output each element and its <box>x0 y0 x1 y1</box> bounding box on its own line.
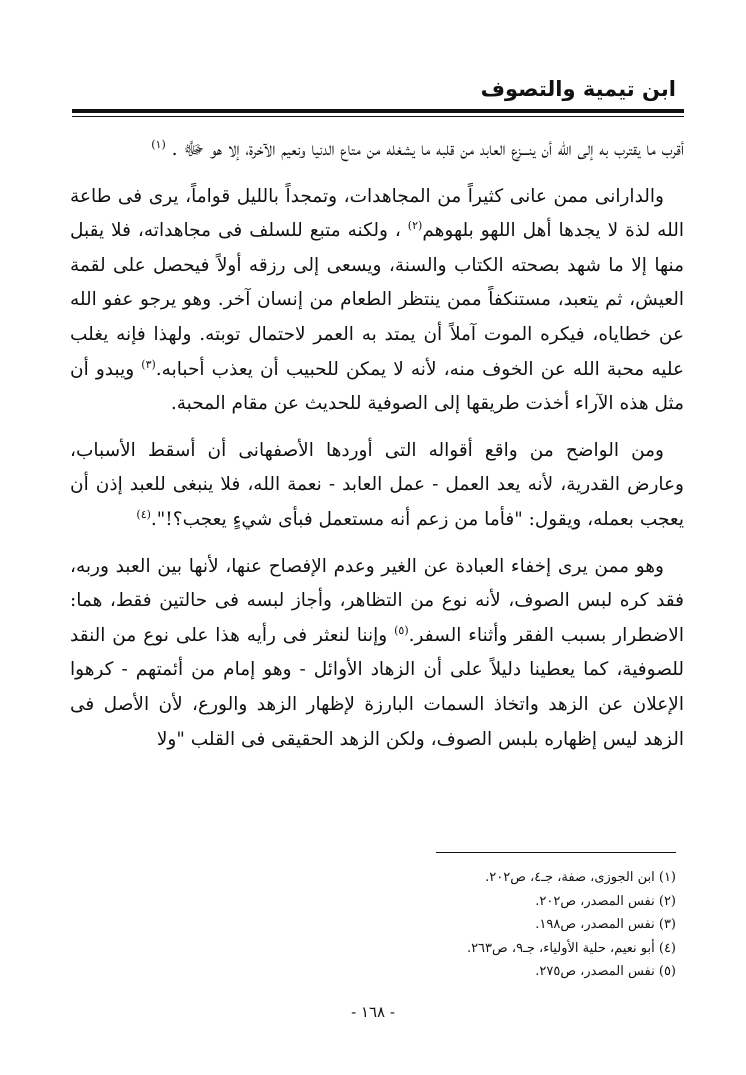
paragraph-4-text-b: وإننا لنعثر فى رأيه هذا على نوع من النقد للصوفية، كما يعطينا دليلاً على أن الزهاد الأوائل - وهو إمام من أئمتهم - كرهوا الإعلان عن الزهد واتخاذ السمات البارزة لإظهار الزهد والورع، لأن الأصل فى الزهد ليس إظهاره بلبس الصوف، ولكن الزهد الحقيقى فى القلب "ولا <box>70 624 684 750</box>
footnote-rule <box>436 852 676 853</box>
footnote-item: (٣) نفس المصدر، ص١٩٨. <box>535 917 676 932</box>
footnotes-list <box>276 866 676 984</box>
paragraph-2-text-c: ويبدو أن مثل هذه الآراء أخذت طريقها إلى الصوفية للحديث عن مقام المحبة. <box>70 358 684 415</box>
footnote-item: (٥) نفس المصدر، ص٢٧٥. <box>535 964 676 979</box>
footnote-item: (٢) نفس المصدر، ص٢٠٢. <box>535 893 676 909</box>
paragraph-3 <box>70 434 684 538</box>
footnote-ref-1: (١) <box>151 137 166 151</box>
footnote-item: (٤) أبو نعيم، حلية الأولياء، جـ٩، ص٢٦٣. <box>466 940 676 956</box>
paragraph-1-text: أقرب ما يقترب به إلى الله أن ينـــزع العابد من قلبه ما يشغله من متاع الدنيا ونعيم الآخرة، إلا هو ﷻ . <box>171 139 684 160</box>
footnote-item: (١) ابن الجوزى، صفة، جـ٤، ص٢٠٢. <box>485 870 676 885</box>
header-rule-thin <box>72 116 684 117</box>
paragraph-2-text-b: ، ولكنه متبع للسلف فى مجاهداته، فلا يقبل منها إلا ما شهد بصحته الكتاب والسنة، ويسعى إلى رزقه أولاً فيحصل على لقمة العيش، ثم يتعبد، مستنكفاً ممن ينتظر الطعام من إنسان آخر. وهو يرجو عفو الله عن خطاياه، فيكره الموت آملاً أن يمتد به العمر لاحتمال توبته. ولهذا فإنه يغلب عليه محبة الله عن الخوف منه، لأنه لا يمكن للحبيب أن يعذب أحبابه. <box>70 220 684 380</box>
paragraph-4 <box>70 550 684 758</box>
footnote-ref-5: (٥) <box>394 623 409 637</box>
paragraph-4-text-a: وهو ممن يرى إخفاء العبادة عن الغير وعدم الإفصاح عنها، لأنها بين العبد وربه، فقد كره لبس الصوف، لأنه نوع من التظاهر، وأجاز لبسه فى حالتين فقط، هما: الاضطرار بسبب الفقر وأثناء السفر. <box>70 555 684 646</box>
page-number: - ١٦٨ - <box>351 1003 395 1021</box>
paragraph-2 <box>70 180 684 422</box>
body-text <box>70 133 684 757</box>
running-header: ابن تيمية والتصوف <box>480 77 676 101</box>
paragraph-3-text: ومن الواضح من واقع أقواله التى أوردها الأصفهانى أن أسقط الأسباب، وعارض القدرية، لأنه يعد العمل - عمل العابد - نعمة الله، فلا ينبغى للعبد إذن أن يعجب بعمله، ويقول: "فأما من زعم أنه مستعمل فبأى شيءٍ يعجب؟!". <box>70 439 684 530</box>
footnote-ref-4: (٤) <box>136 507 151 521</box>
paragraph-2-text-a: والدارانى ممن عانى كثيراً من المجاهدات، وتمجداً بالليل قواماً، يرى فى طاعة الله لذة لا يجدها أهل اللهو بلهوهم <box>70 185 684 242</box>
header-rule-thick <box>72 109 684 113</box>
paragraph-1 <box>70 133 684 168</box>
footnote-ref-2: (٢) <box>407 219 423 233</box>
footnote-ref-3: (٣) <box>141 357 156 371</box>
